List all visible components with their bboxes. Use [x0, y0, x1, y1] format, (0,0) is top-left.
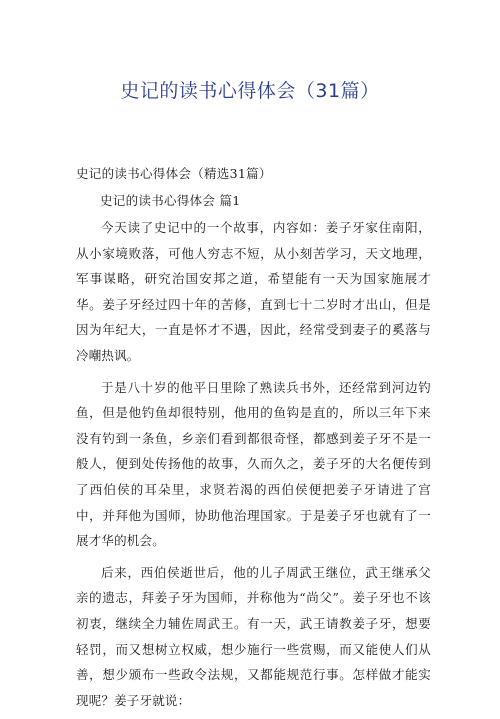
chapter-heading: 史记的读书心得体会 篇1: [100, 193, 241, 208]
paragraph: 于是八十岁的他平日里除了熟读兵书外，还经常到河边钓鱼，但是他钓鱼却很特别，他用的鱼钩是直的，所以三年下来没有钓到一条鱼，乡亲们看到都很奇怪，都感到姜子牙不是一般人，便到处传扬他的故事，久而久之，姜子牙的大名便传到了西伯侯的耳朵里，求贤若渴的西伯侯便把姜子牙请进了宫中，并拜他为国师，协助他治理国家。于是姜子牙也就有了一展才华的机会。: [76, 379, 431, 549]
document-title: 史记的读书心得体会（31篇）: [120, 80, 380, 102]
paragraph: 后来，西伯侯逝世后，他的儿子周武王继位，武王继承父亲的遗志，拜姜子牙为国师，并称他为“尚父”。姜子牙也不该初衷，继续全力辅佐周武王。有一天，武王请教姜子牙，想要轻罚，而又想树立权威，想少施行一些赏赐，而又能使人们从善，想少颁布一些政令法规，又都能规范行事。怎样做才能实现呢？姜子牙就说：: [76, 564, 431, 708]
paragraph: 今天读了史记中的一个故事，内容如：姜子牙家住南阳，从小家境败落，可他人穷志不短，从小刻苦学习，天文地理，军事谋略，研究治国安邦之道，希望能有一天为国家施展才华。姜子牙经过四十年的苦修，直到七十二岁时才出山，但是因为年纪大，一直是怀才不遇，因此，经常受到妻子的奚落与冷嘲热讽。: [76, 220, 431, 363]
body-text: [76, 215, 431, 719]
document-subtitle: 史记的读书心得体会（精选31篇）: [76, 166, 272, 181]
